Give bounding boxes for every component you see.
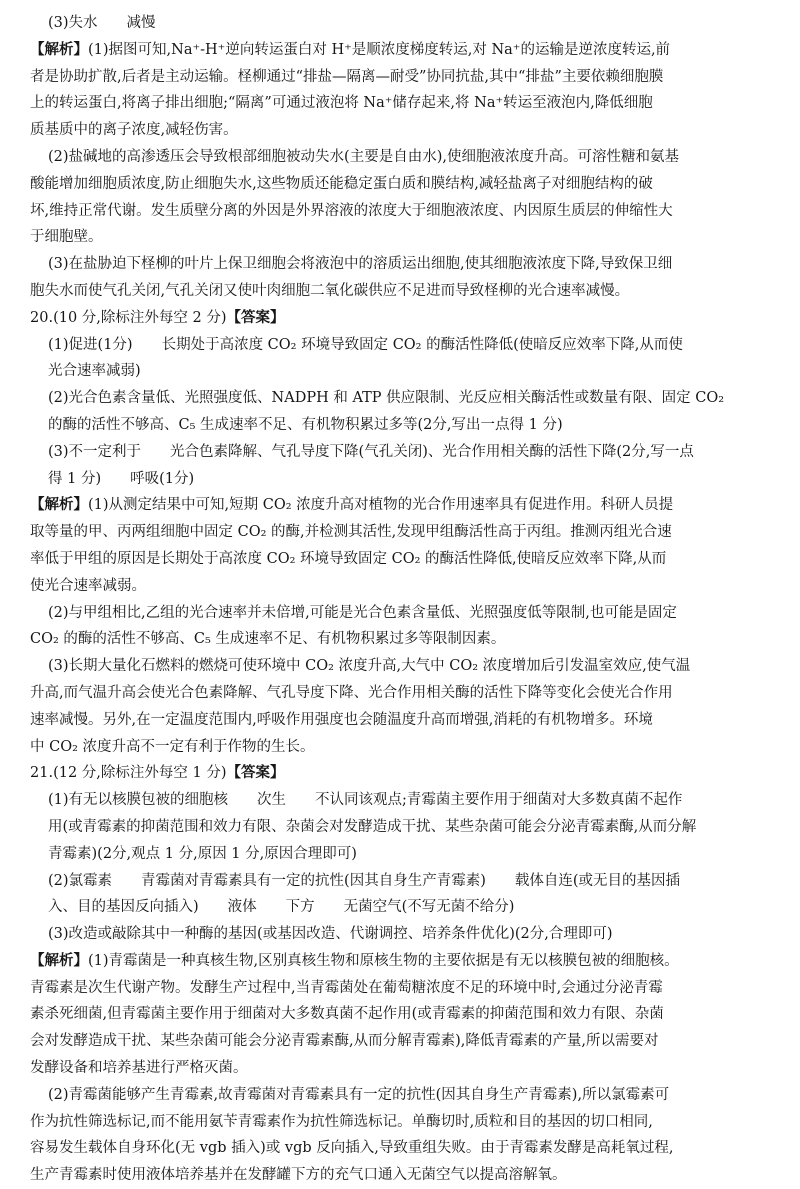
- text-line: [30, 144, 770, 171]
- text-line: [30, 734, 770, 761]
- line-text: 青霉素)(2分,观点 1 分,原因 1 分,原因合理即可): [48, 845, 357, 862]
- text-line: [30, 1135, 770, 1162]
- text-line: [30, 64, 770, 91]
- line-text: 于细胞壁。: [30, 229, 103, 246]
- line-text: (3)不一定利于 光合色素降解、气孔导度下降(气孔关闭)、光合作用相关酶的活性下降(2分,写一点: [48, 443, 694, 460]
- text-line: [30, 251, 770, 278]
- line-text: 酸能增加细胞质浓度,防止细胞失水,这些物质还能稳定蛋白质和膜结构,减轻盐离子对细胞结构的破: [30, 175, 653, 192]
- line-text: (1)据图可知,Na⁺-H⁺逆向转运蛋白对 H⁺是顺浓度梯度转运,对 Na⁺的运输是逆浓度转运,前: [88, 41, 671, 58]
- answer-label: 【答案】: [226, 764, 285, 782]
- line-text: 素杀死细菌,但青霉菌主要作用于细菌对大多数真菌不起作用(或青霉素的抑菌范围和效力有限、杂菌: [30, 1006, 664, 1023]
- text-line: [30, 492, 770, 519]
- text-line: [30, 1082, 770, 1109]
- line-text: 光合速率减弱): [48, 363, 141, 380]
- text-line: [30, 466, 770, 493]
- text-line: [30, 1055, 770, 1082]
- text-line: [30, 305, 770, 332]
- line-text: 青霉素是次生代谢产物。发酵生产过程中,当青霉菌处在葡萄糖浓度不足的环境中时,会通过分泌青霉: [30, 979, 663, 996]
- line-text: 上的转运蛋白,将离子排出细胞;“隔离”可通过液泡将 Na⁺储存起来,将 Na⁺转运至液泡内,降低细胞: [30, 95, 653, 112]
- line-text: 率低于甲组的原因是长期处于高浓度 CO₂ 环境导致固定 CO₂ 的酶活性降低,使暗反应效率下降,从而: [30, 550, 667, 567]
- text-line: [30, 814, 770, 841]
- line-text: (1)青霉菌是一种真核生物,区别真核生物和原核生物的主要依据是有无以核膜包被的细胞核。: [88, 952, 679, 969]
- text-line: [30, 519, 770, 546]
- text-line: [30, 198, 770, 225]
- text-line: [30, 358, 770, 385]
- text-line: [30, 894, 770, 921]
- analysis-label: 【解析】: [30, 496, 88, 514]
- text-line: [30, 841, 770, 868]
- text-line: [30, 385, 770, 412]
- analysis-label: 【解析】: [30, 40, 88, 58]
- line-text: 使光合速率减弱。: [30, 577, 146, 594]
- line-text: 容易发生载体自身环化(无 vgb 插入)或 vgb 反向插入,导致重组失败。由于青霉素发酵是高耗氧过程,: [30, 1140, 674, 1157]
- text-line: [30, 1001, 770, 1028]
- line-text: (10 分,除标注外每空 2 分): [53, 309, 227, 326]
- line-text: (2)与甲组相比,乙组的光合速率并未倍增,可能是光合色素含量低、光照强度低等限制,也可能是固定: [48, 604, 677, 621]
- text-line: [30, 1028, 770, 1055]
- text-line: [30, 117, 770, 144]
- line-text: CO₂ 的酶的活性不够高、C₅ 生成速率不足、有机物积累过多等限制因素。: [30, 631, 506, 648]
- line-text: 用(或青霉素的抑菌范围和效力有限、杂菌会对发酵造成干扰、某些杂菌可能会分泌青霉素酶,从而分解: [48, 818, 697, 835]
- text-line: [30, 37, 770, 64]
- line-text: 得 1 分) 呼吸(1分): [48, 470, 195, 487]
- text-line: [30, 626, 770, 653]
- text-line: [30, 600, 770, 627]
- text-line: [30, 787, 770, 814]
- line-text: 胞失水而使气孔关闭,气孔关闭又使叶肉细胞二氧化碳供应不足进而导致柽柳的光合速率减慢。: [30, 282, 630, 299]
- line-text: 升高,而气温升高会使光合色素降解、气孔导度下降、光合作用相关酶的活性下降等变化会使光合作用: [30, 684, 673, 701]
- line-text: 速率减慢。另外,在一定温度范围内,呼吸作用强度也会随温度升高而增强,消耗的有机物增多。环境: [30, 711, 653, 728]
- line-text: 质基质中的离子浓度,减轻伤害。: [30, 122, 238, 139]
- line-text: (3)长期大量化石燃料的燃烧可使环境中 CO₂ 浓度升高,大气中 CO₂ 浓度增加后引发温室效应,使气温: [48, 658, 691, 675]
- text-line: [30, 653, 770, 680]
- text-line: [30, 171, 770, 198]
- line-text: 发酵设备和培养基进行严格灭菌。: [30, 1060, 248, 1077]
- text-line: [30, 868, 770, 895]
- line-text: (3)在盐胁迫下柽柳的叶片上保卫细胞会将液泡中的溶质运出细胞,使其细胞液浓度下降,导致保卫细: [48, 256, 673, 273]
- text-line: [30, 439, 770, 466]
- line-text: (3)失水 减慢: [48, 15, 156, 31]
- text-line: [30, 224, 770, 251]
- line-text: 取等量的甲、丙两组细胞中固定 CO₂ 的酶,并检测其活性,发现甲组酶活性高于丙组。推测丙组光合速: [30, 524, 672, 541]
- line-text: 会对发酵造成干扰、某些杂菌可能会分泌青霉素酶,从而分解青霉素),降低青霉素的产量,所以需要对: [30, 1033, 659, 1050]
- answer-label: 【答案】: [226, 308, 285, 326]
- text-line: [30, 680, 770, 707]
- text-line: [30, 707, 770, 734]
- line-text: (2)氯霉素 青霉菌对青霉素具有一定的抗性(因其自身生产青霉素) 载体自连(或无目的基因插: [48, 872, 681, 889]
- analysis-label: 【解析】: [30, 951, 88, 969]
- line-text: (1)有无以核膜包被的细胞核 次生 不认同该观点;青霉菌主要作用于细菌对大多数真菌不起作: [48, 792, 683, 809]
- line-text: 的酶的活性不够高、C₅ 生成速率不足、有机物积累过多等(2分,写出一点得 1 分): [48, 416, 563, 433]
- line-text: (2)光合色素含量低、光照强度低、NADPH 和 ATP 供应限制、光反应相关酶活性或数量有限、固定 CO₂: [48, 390, 725, 407]
- line-text: 作为抗性筛选标记,而不能用氨苄青霉素作为抗性筛选标记。单酶切时,质粒和目的基因的切口相同,: [30, 1113, 653, 1130]
- line-text: 中 CO₂ 浓度升高不一定有利于作物的生长。: [30, 738, 315, 755]
- line-text: (2)盐碱地的高渗透压会导致根部细胞被动失水(主要是自由水),使细胞液浓度升高。可溶性糖和氨基: [48, 148, 679, 165]
- text-line: [30, 10, 770, 37]
- text-line: [30, 412, 770, 439]
- line-text: 入、目的基因反向插入) 液体 下方 无菌空气(不写无菌不给分): [48, 899, 515, 916]
- line-text: (2)青霉菌能够产生青霉素,故青霉菌对青霉素具有一定的抗性(因其自身生产青霉素),所以氯霉素可: [48, 1086, 670, 1103]
- line-text: (3)改造或敲除其中一种酶的基因(或基因改造、代谢调控、培养条件优化)(2分,合理即可): [48, 926, 613, 943]
- line-text: (1)促进(1分) 长期处于高浓度 CO₂ 环境导致固定 CO₂ 的酶活性降低(使暗反应效率下降,从而使: [48, 336, 683, 353]
- text-line: [30, 90, 770, 117]
- question-number: 20.: [30, 309, 54, 326]
- text-line: [30, 760, 770, 787]
- text-line: [30, 573, 770, 600]
- text-line: [30, 546, 770, 573]
- text-line: [30, 1162, 770, 1189]
- text-line: [30, 975, 770, 1002]
- text-line: [30, 278, 770, 305]
- line-text: 生产青霉素时使用液体培养基并在发酵罐下方的充气口通入无菌空气以提高溶解氧。: [30, 1167, 567, 1184]
- text-line: [30, 1109, 770, 1136]
- question-number: 21.: [30, 765, 54, 782]
- line-text: (12 分,除标注外每空 1 分): [53, 765, 227, 782]
- text-line: [30, 332, 770, 359]
- text-line: [30, 921, 770, 948]
- line-text: 坏,维持正常代谢。发生质壁分离的外因是外界溶液的浓度大于细胞液浓度、内因原生质层的伸缩性大: [30, 202, 673, 219]
- text-line: [30, 948, 770, 975]
- line-text: (1)从测定结果中可知,短期 CO₂ 浓度升高对植物的光合作用速率具有促进作用。科研人员提: [88, 497, 674, 514]
- line-text: 者是协助扩散,后者是主动运输。柽柳通过“排盐—隔离—耐受”协同抗盐,其中“排盐”主要依赖细胞膜: [30, 68, 664, 85]
